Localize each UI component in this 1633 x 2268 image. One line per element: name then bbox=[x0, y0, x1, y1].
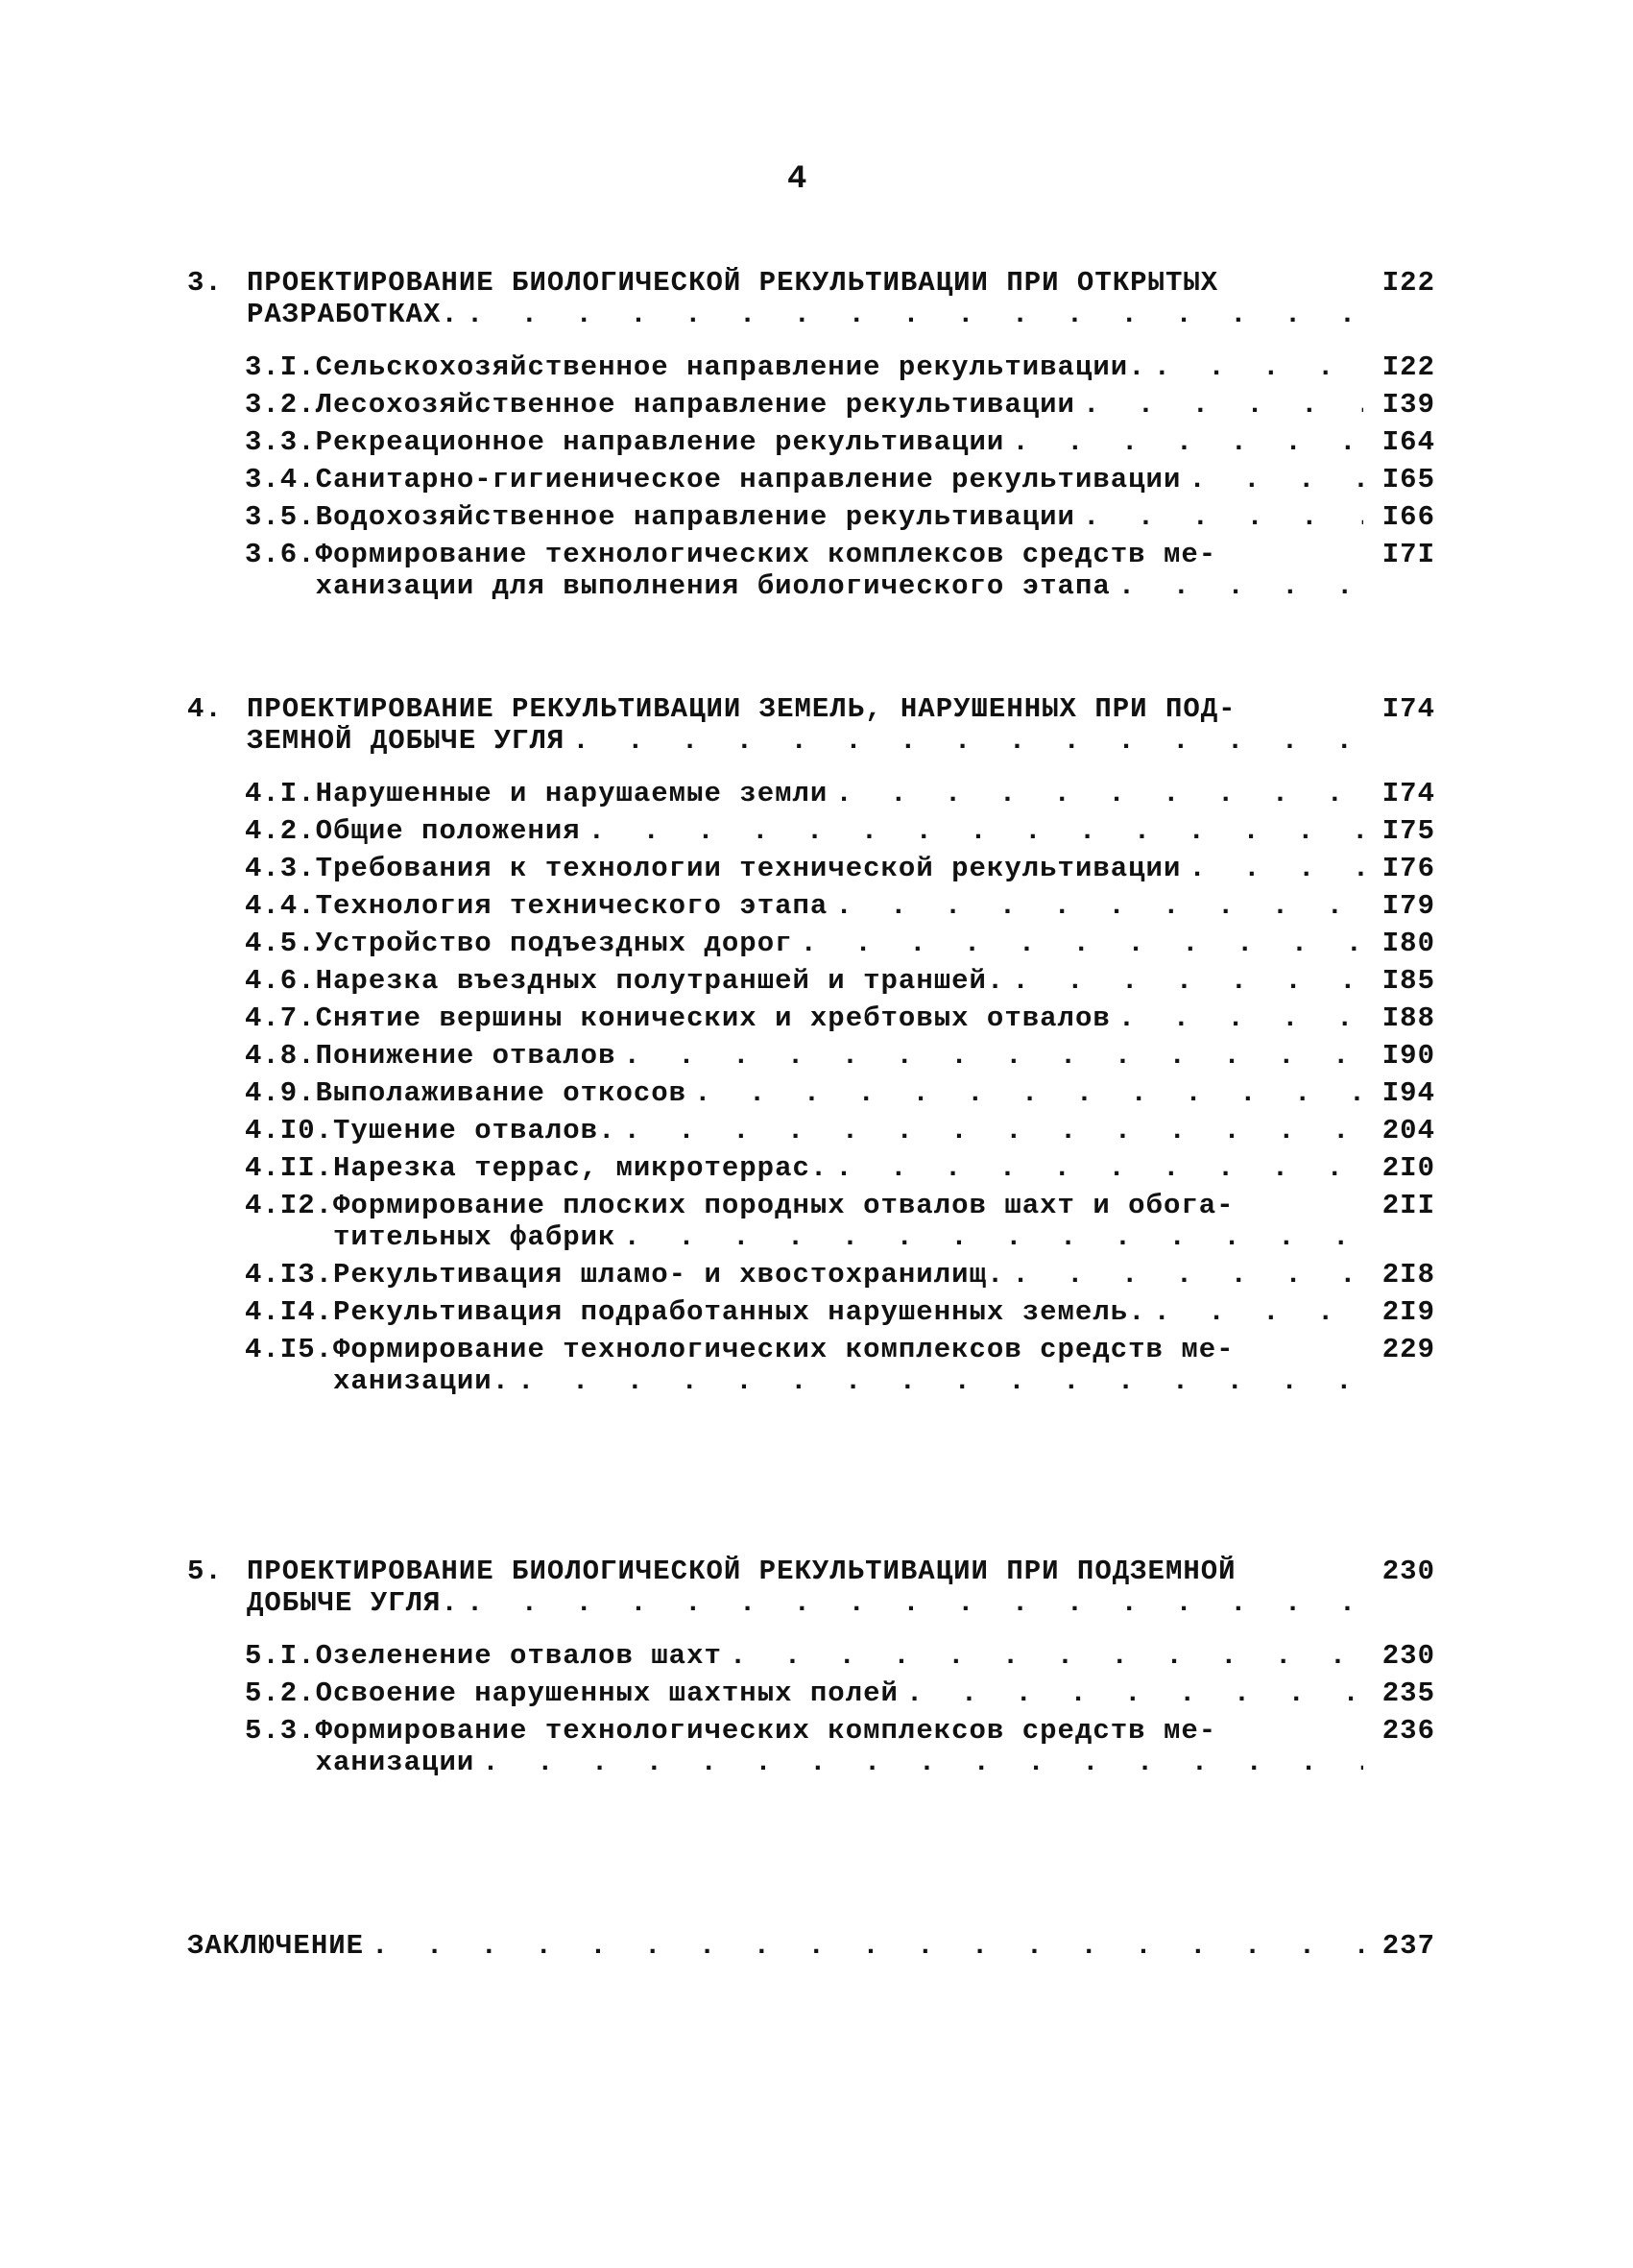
dot-leader bbox=[1012, 965, 1363, 997]
page-ref: 236 bbox=[1381, 1715, 1435, 1747]
toc-entry bbox=[187, 1715, 1435, 1778]
entry-number: 4.I5. bbox=[245, 1334, 334, 1365]
toc-section bbox=[187, 1556, 1435, 1778]
entry-title bbox=[247, 693, 1363, 757]
entry-title-line1: ПРОЕКТИРОВАНИЕ РЕКУЛЬТИВАЦИИ ЗЕМЕЛЬ, НАРУШЕННЫХ ПРИ ПОД- bbox=[247, 693, 1237, 725]
entry-number: 4.2. bbox=[245, 815, 316, 847]
toc-entry bbox=[187, 539, 1435, 602]
entry-title-line2: ханизации bbox=[315, 1747, 475, 1778]
dot-leader bbox=[1189, 853, 1363, 884]
dot-leader bbox=[1118, 570, 1363, 602]
entry-title-line1: Нарезка въездных полутраншей и траншей. bbox=[315, 965, 1005, 997]
toc-entry bbox=[187, 351, 1435, 383]
entry-title-line1: Рекреационное направление рекультивации bbox=[315, 426, 1005, 458]
dot-leader bbox=[372, 1930, 1363, 1962]
entry-title-line1: Общие положения bbox=[315, 815, 581, 847]
page-ref: 229 bbox=[1381, 1334, 1435, 1365]
entry-title bbox=[316, 1715, 1363, 1778]
dot-leader bbox=[694, 1077, 1363, 1109]
dot-leader bbox=[835, 890, 1363, 922]
page-ref: I79 bbox=[1381, 890, 1435, 922]
entry-title bbox=[316, 778, 1363, 809]
entry-number: 3.I. bbox=[245, 351, 316, 383]
section-heading bbox=[187, 1556, 1435, 1619]
dot-leader bbox=[467, 1587, 1363, 1619]
page-ref: 2I9 bbox=[1381, 1296, 1435, 1328]
entry-number: 5.3. bbox=[245, 1715, 316, 1747]
entry-number: 4.3. bbox=[245, 853, 316, 884]
entry-title bbox=[316, 351, 1363, 383]
entry-number: 4.I3. bbox=[245, 1259, 334, 1291]
toc-entry bbox=[187, 1152, 1435, 1184]
entry-number: 4.I4. bbox=[245, 1296, 334, 1328]
entry-title bbox=[316, 853, 1363, 884]
dot-leader bbox=[1154, 1296, 1363, 1328]
toc-entry bbox=[187, 1296, 1435, 1328]
page-ref: I64 bbox=[1381, 426, 1435, 458]
entry-title-line2: тительных фабрик bbox=[333, 1221, 616, 1253]
entry-title-line1: ПРОЕКТИРОВАНИЕ БИОЛОГИЧЕСКОЙ РЕКУЛЬТИВАЦИИ ПРИ ПОДЗЕМНОЙ bbox=[247, 1556, 1237, 1587]
page-ref: I66 bbox=[1381, 501, 1435, 533]
entry-title bbox=[316, 1677, 1363, 1709]
page-ref: I39 bbox=[1381, 389, 1435, 421]
entry-title-line1: Формирование технологических комплексов средств ме- bbox=[315, 539, 1217, 570]
dot-leader bbox=[623, 1221, 1363, 1253]
dot-leader bbox=[1189, 464, 1363, 495]
dot-leader bbox=[623, 1115, 1363, 1146]
entry-title bbox=[247, 1556, 1363, 1619]
page-ref: 237 bbox=[1381, 1930, 1435, 1962]
entry-title-line1: Сельскохозяйственное направление рекультивации. bbox=[315, 351, 1146, 383]
entry-title-line1: Освоение нарушенных шахтных полей bbox=[315, 1677, 899, 1709]
entry-title-line1: Требования к технологии технической рекультивации bbox=[315, 853, 1182, 884]
entry-title bbox=[333, 1115, 1363, 1146]
entry-title-line2: ханизации для выполнения биологического этапа bbox=[315, 570, 1111, 602]
dot-leader bbox=[467, 299, 1363, 330]
entry-number: 4.5. bbox=[245, 928, 316, 959]
page-ref: 230 bbox=[1381, 1640, 1435, 1672]
dot-leader bbox=[906, 1677, 1363, 1709]
entry-number: 5. bbox=[187, 1556, 223, 1587]
page-ref: I74 bbox=[1381, 778, 1435, 809]
entry-title bbox=[316, 539, 1363, 602]
entry-title bbox=[333, 1190, 1363, 1253]
entry-number: 4.6. bbox=[245, 965, 316, 997]
page-number: 4 bbox=[787, 161, 808, 198]
toc-entry bbox=[187, 890, 1435, 922]
entry-number: 4.I2. bbox=[245, 1190, 334, 1221]
entry-number: 5.2. bbox=[245, 1677, 316, 1709]
page-ref: 2I0 bbox=[1381, 1152, 1435, 1184]
entry-number: 3.2. bbox=[245, 389, 316, 421]
page-ref: I90 bbox=[1381, 1040, 1435, 1072]
entry-title bbox=[316, 389, 1363, 421]
page-ref: I85 bbox=[1381, 965, 1435, 997]
entry-title-line1: Технология технического этапа bbox=[315, 890, 829, 922]
entry-title bbox=[333, 1296, 1363, 1328]
toc-entry bbox=[187, 501, 1435, 533]
toc-entry bbox=[187, 1190, 1435, 1253]
conclusion-label: ЗАКЛЮЧЕНИЕ bbox=[187, 1930, 365, 1962]
toc-entry bbox=[187, 1077, 1435, 1109]
entry-title bbox=[316, 928, 1363, 959]
entry-number: 5.I. bbox=[245, 1640, 316, 1672]
entry-title-line1: Формирование плоских породных отвалов шахт и обога- bbox=[333, 1190, 1235, 1221]
entry-title bbox=[247, 267, 1363, 330]
page-ref: I94 bbox=[1381, 1077, 1435, 1109]
entry-number: 3. bbox=[187, 267, 223, 299]
entry-title-line2: ханизации. bbox=[333, 1365, 511, 1397]
toc-section bbox=[187, 693, 1435, 1397]
entry-title bbox=[316, 815, 1363, 847]
dot-leader bbox=[482, 1747, 1363, 1778]
entry-number: 4.I. bbox=[245, 778, 316, 809]
entry-number: 3.4. bbox=[245, 464, 316, 495]
entry-title-line2: РАЗРАБОТКАХ. bbox=[247, 299, 459, 330]
entry-number: 4.8. bbox=[245, 1040, 316, 1072]
dot-leader bbox=[572, 725, 1363, 757]
toc-entry bbox=[187, 464, 1435, 495]
toc-entry bbox=[187, 1259, 1435, 1291]
toc-entry bbox=[187, 1677, 1435, 1709]
toc-entry bbox=[187, 389, 1435, 421]
entry-title-line1: Тушение отвалов. bbox=[333, 1115, 616, 1146]
toc-entry bbox=[187, 778, 1435, 809]
entry-number: 3.3. bbox=[245, 426, 316, 458]
entry-title bbox=[316, 1640, 1363, 1672]
page-ref: I22 bbox=[1381, 267, 1435, 299]
toc-section bbox=[187, 267, 1435, 602]
dot-leader bbox=[730, 1640, 1363, 1672]
entry-title-line2: ДОБЫЧЕ УГЛЯ. bbox=[247, 1587, 459, 1619]
toc-entry bbox=[187, 928, 1435, 959]
toc-entry bbox=[187, 853, 1435, 884]
entry-title bbox=[316, 965, 1363, 997]
dot-leader bbox=[517, 1365, 1363, 1397]
page-ref: I65 bbox=[1381, 464, 1435, 495]
page-ref: I80 bbox=[1381, 928, 1435, 959]
entry-number: 4.I0. bbox=[245, 1115, 334, 1146]
entry-title-line1: Лесохозяйственное направление рекультивации bbox=[315, 389, 1075, 421]
entry-number: 4.II. bbox=[245, 1152, 334, 1184]
dot-leader bbox=[835, 778, 1363, 809]
entry-title bbox=[333, 1259, 1363, 1291]
entry-title-line1: Рекультивация подработанных нарушенных земель. bbox=[333, 1296, 1146, 1328]
entry-title bbox=[333, 1334, 1363, 1397]
dot-leader bbox=[835, 1152, 1363, 1184]
page-ref: I75 bbox=[1381, 815, 1435, 847]
toc-entry bbox=[187, 1640, 1435, 1672]
entry-title-line1: Озеленение отвалов шахт bbox=[315, 1640, 722, 1672]
toc-entry bbox=[187, 1115, 1435, 1146]
entry-title bbox=[316, 1077, 1363, 1109]
page-ref: I74 bbox=[1381, 693, 1435, 725]
conclusion-entry bbox=[187, 1930, 1435, 1962]
entry-title-line1: Формирование технологических комплексов средств ме- bbox=[315, 1715, 1217, 1747]
page-ref: 2I8 bbox=[1381, 1259, 1435, 1291]
entry-title-line1: Водохозяйственное направление рекультивации bbox=[315, 501, 1075, 533]
page-ref: 2II bbox=[1381, 1190, 1435, 1221]
entry-title bbox=[316, 1002, 1363, 1034]
toc-entry bbox=[187, 1040, 1435, 1072]
entry-number: 4.7. bbox=[245, 1002, 316, 1034]
entry-number: 4.4. bbox=[245, 890, 316, 922]
toc-entry bbox=[187, 1334, 1435, 1397]
dot-leader bbox=[588, 815, 1363, 847]
dot-leader bbox=[623, 1040, 1363, 1072]
dot-leader bbox=[1154, 351, 1363, 383]
page-ref: 235 bbox=[1381, 1677, 1435, 1709]
page-ref: I88 bbox=[1381, 1002, 1435, 1034]
entry-title-line2: ЗЕМНОЙ ДОБЫЧЕ УГЛЯ bbox=[247, 725, 565, 757]
toc-conclusion bbox=[187, 1930, 1435, 1962]
page-ref: I7I bbox=[1381, 539, 1435, 570]
dot-leader bbox=[1083, 501, 1363, 533]
entry-number: 3.5. bbox=[245, 501, 316, 533]
entry-title-line1: ПРОЕКТИРОВАНИЕ БИОЛОГИЧЕСКОЙ РЕКУЛЬТИВАЦИИ ПРИ ОТКРЫТЫХ bbox=[247, 267, 1219, 299]
dot-leader bbox=[1012, 426, 1363, 458]
entry-title bbox=[316, 1040, 1363, 1072]
page-ref: 230 bbox=[1381, 1556, 1435, 1587]
entry-number: 3.6. bbox=[245, 539, 316, 570]
page-ref: I76 bbox=[1381, 853, 1435, 884]
entry-title bbox=[316, 890, 1363, 922]
entry-title-line1: Устройство подъездных дорог bbox=[315, 928, 793, 959]
entry-title-line1: Понижение отвалов bbox=[315, 1040, 616, 1072]
entry-title-line1: Выполаживание откосов bbox=[315, 1077, 687, 1109]
dot-leader bbox=[1118, 1002, 1363, 1034]
entry-title bbox=[316, 464, 1363, 495]
entry-number: 4. bbox=[187, 693, 223, 725]
page-ref: 204 bbox=[1381, 1115, 1435, 1146]
entry-title bbox=[316, 426, 1363, 458]
dot-leader bbox=[801, 928, 1363, 959]
entry-title-line1: Формирование технологических комплексов средств ме- bbox=[333, 1334, 1235, 1365]
entry-title bbox=[333, 1152, 1363, 1184]
entry-title-line1: Рекультивация шламо- и хвостохранилищ. bbox=[333, 1259, 1005, 1291]
dot-leader bbox=[1012, 1259, 1363, 1291]
entry-title bbox=[316, 501, 1363, 533]
toc-entry bbox=[187, 965, 1435, 997]
toc-entry bbox=[187, 1002, 1435, 1034]
dot-leader bbox=[1083, 389, 1363, 421]
section-heading bbox=[187, 693, 1435, 757]
entry-number: 4.9. bbox=[245, 1077, 316, 1109]
entry-title-line1: Нарезка террас, микротеррас. bbox=[333, 1152, 829, 1184]
entry-title-line1: Нарушенные и нарушаемые земли bbox=[315, 778, 829, 809]
section-heading bbox=[187, 267, 1435, 330]
entry-title-line1: Санитарно-гигиеническое направление рекультивации bbox=[315, 464, 1182, 495]
toc-entry bbox=[187, 815, 1435, 847]
toc-entry bbox=[187, 426, 1435, 458]
page-ref: I22 bbox=[1381, 351, 1435, 383]
entry-title-line1: Снятие вершины конических и хребтовых отвалов bbox=[315, 1002, 1111, 1034]
